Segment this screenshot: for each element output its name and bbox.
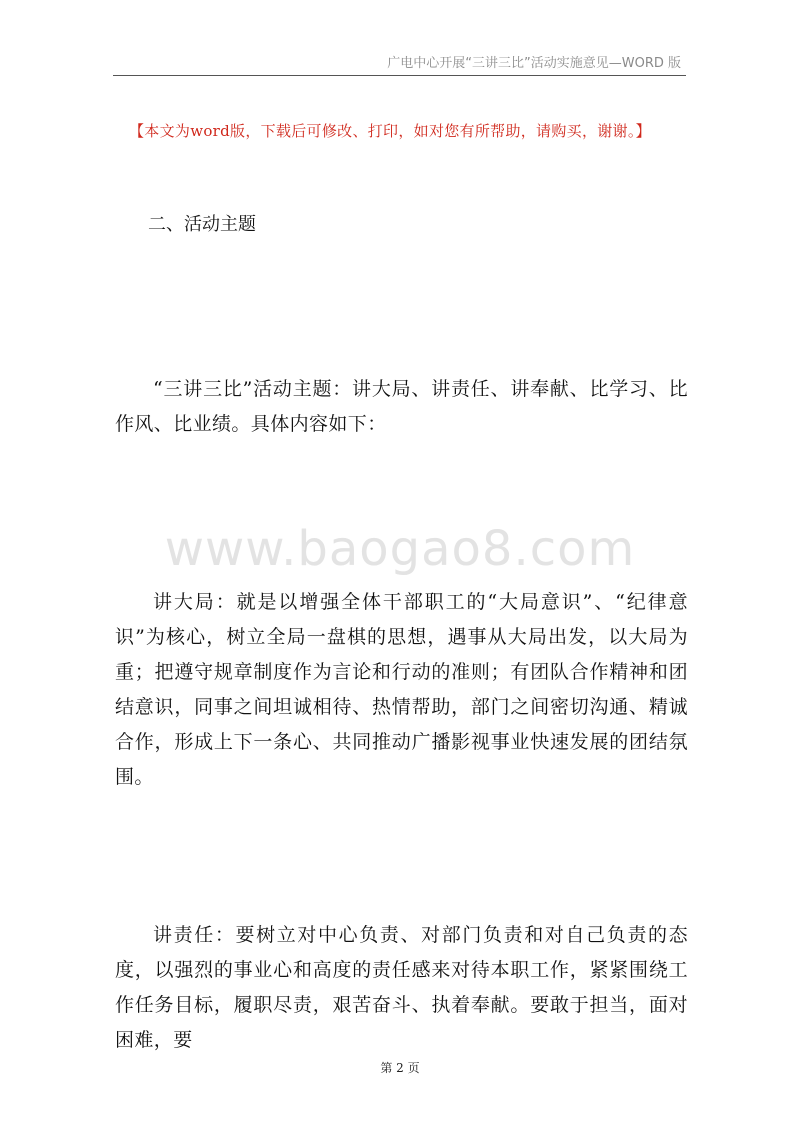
paragraph-theme: “三讲三比”活动主题：讲大局、讲责任、讲奉献、比学习、比作风、比业绩。具体内容如下： (115, 378, 688, 435)
header-divider (113, 75, 686, 76)
watermark-text: www.baogao8.com (164, 521, 636, 577)
paragraph-overall-situation: 讲大局：就是以增强全体干部职工的“大局意识”、“纪律意识”为核心，树立全局一盘棋的思想，遇事从大局出发，以大局为重；把遵守规章制度作为言论和行动的准则；有团队合作精神和团结意识，同事之间坦诚相待、热情帮助，部门之间密切沟通、精诚合作，形成上下一条心、共同推动广播影视事业快速发展的团结氛围。 (115, 591, 688, 788)
section-heading: 二、活动主题 (148, 214, 256, 235)
paragraph-responsibility: 讲责任：要树立对中心负责、对部门负责和对自己负责的态度，以强烈的事业心和高度的责任感来对待本职工作，紧紧围绕工作任务目标，履职尽责，艰苦奋斗、执着奉献。要敢于担当，面对困难，要 (115, 924, 688, 1051)
header-title: 广电中心开展“三讲三比”活动实施意见—WORD 版 (387, 56, 681, 71)
page-number: 第 2 页 (380, 1061, 420, 1075)
purchase-notice: 【本文为word版，下载后可修改、打印，如对您有所帮助，请购买，谢谢。】 (129, 122, 651, 140)
